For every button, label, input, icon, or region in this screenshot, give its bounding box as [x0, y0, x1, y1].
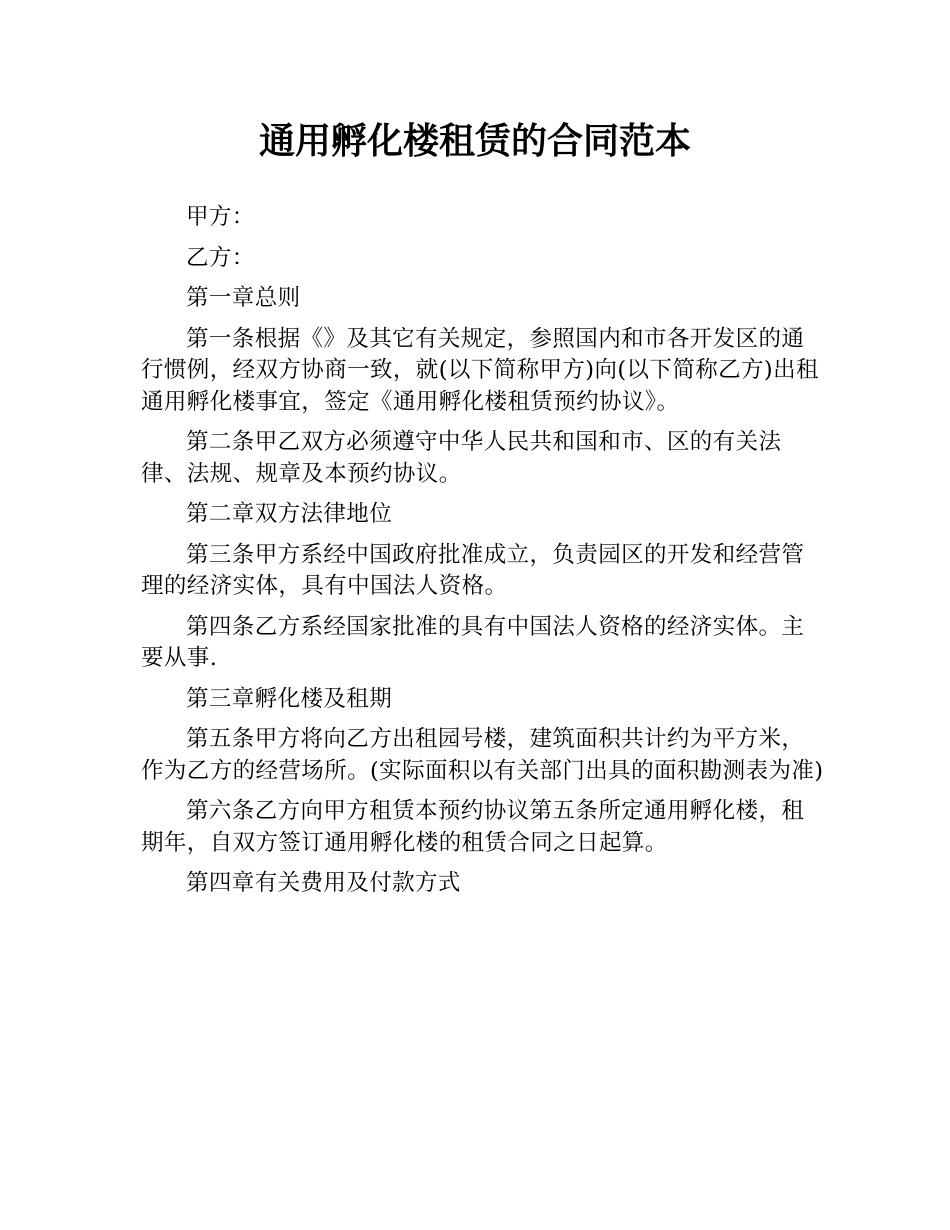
chapter-4-heading: 第四章有关费用及付款方式 — [186, 870, 461, 896]
chapter-3-heading: 第三章孵化楼及租期 — [186, 685, 393, 712]
party-b-line: 乙方： — [186, 244, 255, 271]
document-title: 通用孵化楼租赁的合同范本 — [258, 121, 691, 162]
article-2: 第二条甲乙双方必须遵守中华人民共和国和市、区的有关法律、法规、规章及本预约协议。 — [141, 429, 782, 487]
chapter-2-heading: 第二章双方法律地位 — [186, 501, 393, 527]
article-5: 第五条甲方将向乙方出租园号楼，建筑面积共计约为平方米，作为乙方的经营场所。(实际面积以有关部门出具的面积勘测表为准) — [141, 726, 824, 784]
party-a-line: 甲方： — [186, 204, 255, 230]
article-1: 第一条根据《》及其它有关规定，参照国内和市各开发区的通行惯例，经双方协商一致，就(以下简称甲方)向(以下简称乙方)出租通用孵化楼事宜，签定《通用孵化楼租赁预约协议》。 — [141, 325, 819, 415]
article-3: 第三条甲方系经中国政府批准成立，负责园区的开发和经营管理的经济实体，具有中国法人资格。 — [141, 541, 805, 599]
document-body — [141, 202, 827, 909]
article-4: 第四条乙方系经国家批准的具有中国法人资格的经济实体。主要从事. — [141, 613, 805, 671]
chapter-1-heading: 第一章总则 — [186, 285, 301, 311]
article-6: 第六条乙方向甲方租赁本预约协议第五条所定通用孵化楼，租期年，自双方签订通用孵化楼的租赁合同之日起算。 — [141, 798, 805, 856]
